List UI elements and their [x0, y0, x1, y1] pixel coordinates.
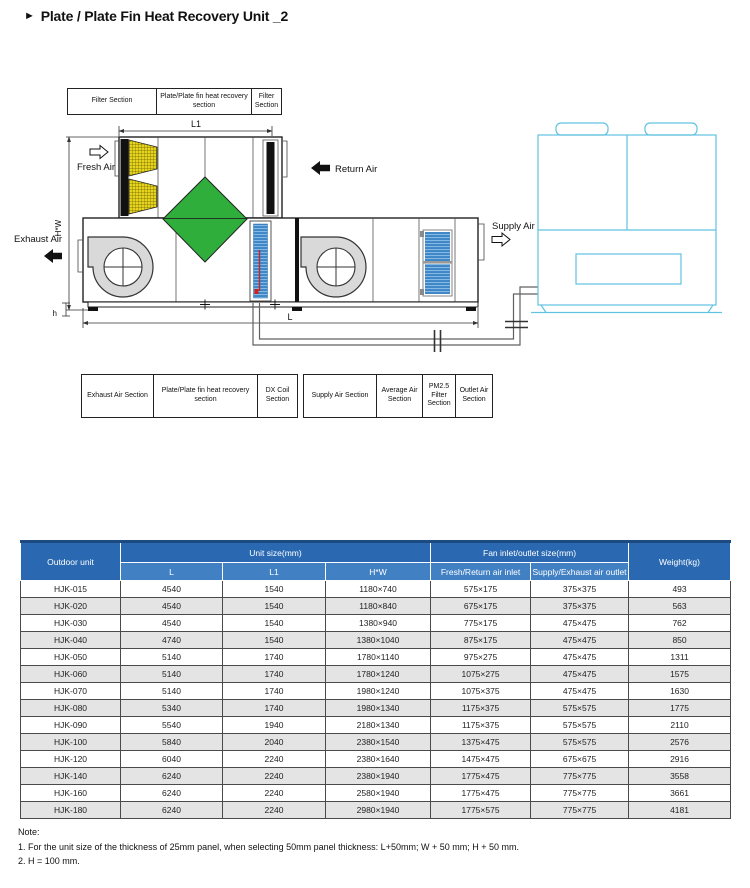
page-title-text: Plate / Plate Fin Heat Recovery Unit _2: [40, 8, 289, 24]
note-line-2: 2. H = 100 mm.: [18, 856, 80, 866]
table-cell: 475×475: [531, 632, 629, 649]
outdoor-unit-drawing: [531, 123, 722, 313]
section-label: Outlet Air Section: [456, 374, 493, 418]
table-cell: HJK-080: [21, 700, 121, 717]
section-label: PM2.5 Filter Section: [423, 374, 456, 418]
dim-l-label: L: [287, 312, 293, 322]
spec-table-header: [21, 542, 731, 581]
table-cell: 2576: [629, 734, 731, 751]
bottom-strip-right: [303, 374, 493, 418]
section-label: Average Air Section: [377, 374, 423, 418]
table-cell: 1980×1240: [326, 683, 431, 700]
table-cell: 1380×940: [326, 615, 431, 632]
table-cell: 2580×1940: [326, 785, 431, 802]
notes-heading: Note:: [18, 827, 40, 837]
col-header-unit-size: Unit size(mm): [121, 542, 431, 563]
table-row: [21, 632, 731, 649]
table-cell: 475×475: [531, 666, 629, 683]
table-cell: 5540: [121, 717, 223, 734]
table-cell: 475×475: [531, 649, 629, 666]
table-cell: 1780×1240: [326, 666, 431, 683]
dim-hw-label: H*W: [54, 219, 63, 237]
table-cell: 5140: [121, 683, 223, 700]
table-cell: HJK-140: [21, 768, 121, 785]
dx-coil: [250, 221, 271, 301]
table-cell: 1980×1340: [326, 700, 431, 717]
prefilter-strip: [121, 139, 129, 216]
table-cell: HJK-120: [21, 751, 121, 768]
return-air-label: Return Air: [335, 164, 378, 175]
table-row: [21, 751, 731, 768]
table-cell: HJK-060: [21, 666, 121, 683]
table-row: [21, 768, 731, 785]
table-cell: 6240: [121, 768, 223, 785]
cabinet-split-panel: [295, 218, 299, 302]
table-cell: 1175×375: [431, 717, 531, 734]
table-cell: 1540: [223, 581, 326, 598]
table-cell: 975×275: [431, 649, 531, 666]
table-cell: HJK-090: [21, 717, 121, 734]
exhaust-opening: [78, 240, 83, 272]
table-cell: 575×575: [531, 734, 629, 751]
table-row: [21, 598, 731, 615]
col-header-l: L: [121, 563, 223, 581]
table-cell: 1775×475: [431, 785, 531, 802]
table-cell: 1380×1040: [326, 632, 431, 649]
table-cell: 1940: [223, 717, 326, 734]
dim-h-label: h: [52, 309, 57, 318]
table-row: [21, 683, 731, 700]
col-header-fan-size: Fan inlet/outlet size(mm): [431, 542, 629, 563]
table-cell: 1775: [629, 700, 731, 717]
table-cell: 475×475: [531, 615, 629, 632]
col-header-weight: Weight(kg): [629, 542, 731, 581]
col-header-fresh-return: Fresh/Return air inlet: [431, 563, 531, 581]
supply-opening: [478, 224, 484, 260]
table-cell: 6240: [121, 802, 223, 819]
table-row: [21, 666, 731, 683]
table-cell: 2240: [223, 751, 326, 768]
table-cell: 4540: [121, 615, 223, 632]
table-cell: HJK-160: [21, 785, 121, 802]
fresh-air-label: Fresh Air: [77, 162, 116, 173]
table-cell: 2040: [223, 734, 326, 751]
table-cell: 563: [629, 598, 731, 615]
section-label: Filter Section: [67, 88, 157, 115]
table-cell: HJK-040: [21, 632, 121, 649]
fresh-air-arrow-icon: [90, 146, 108, 159]
section-label: Filter Section: [252, 88, 282, 115]
table-cell: 5140: [121, 666, 223, 683]
table-cell: HJK-030: [21, 615, 121, 632]
table-cell: 575×575: [531, 700, 629, 717]
table-cell: 4740: [121, 632, 223, 649]
table-cell: HJK-015: [21, 581, 121, 598]
table-cell: 5140: [121, 649, 223, 666]
spec-table: [20, 540, 731, 819]
table-cell: HJK-100: [21, 734, 121, 751]
table-cell: 1740: [223, 666, 326, 683]
table-cell: HJK-070: [21, 683, 121, 700]
table-cell: 3661: [629, 785, 731, 802]
col-header-l1: L1: [223, 563, 326, 581]
table-cell: HJK-020: [21, 598, 121, 615]
table-row: [21, 581, 731, 598]
table-row: [21, 717, 731, 734]
table-cell: 5840: [121, 734, 223, 751]
table-cell: 1475×475: [431, 751, 531, 768]
return-filter-media: [267, 142, 275, 214]
dim-l1-label: L1: [190, 119, 202, 129]
table-cell: 1540: [223, 615, 326, 632]
col-header-hw: H*W: [326, 563, 431, 581]
table-cell: 1075×275: [431, 666, 531, 683]
table-cell: 1775×475: [431, 768, 531, 785]
table-cell: 6040: [121, 751, 223, 768]
table-cell: 775×775: [531, 802, 629, 819]
table-cell: 375×375: [531, 581, 629, 598]
table-cell: 575×175: [431, 581, 531, 598]
exhaust-air-label: Exhaust Air: [14, 234, 63, 245]
table-row: [21, 700, 731, 717]
note-line-1: 1. For the unit size of the thickness of 25mm panel, when selecting 50mm panel thickness: L+50mm; W + 50 mm; H + 50 mm.: [18, 841, 519, 852]
table-cell: 1630: [629, 683, 731, 700]
table-cell: 1375×475: [431, 734, 531, 751]
table-cell: 762: [629, 615, 731, 632]
top-section-strip: [67, 88, 282, 115]
table-cell: 1740: [223, 700, 326, 717]
table-row: [21, 785, 731, 802]
table-cell: 4540: [121, 581, 223, 598]
table-cell: 1175×375: [431, 700, 531, 717]
section-label: Plate/Plate fin heat recovery section: [157, 88, 252, 115]
arrow-bullet-icon: ►: [24, 10, 35, 22]
table-cell: 1575: [629, 666, 731, 683]
exhaust-air-arrow-icon: [44, 249, 62, 263]
section-label: DX Coil Section: [258, 374, 298, 418]
bottom-section-strips: [81, 374, 493, 418]
table-cell: 1780×1140: [326, 649, 431, 666]
notes: [18, 825, 519, 869]
table-cell: HJK-180: [21, 802, 121, 819]
table-cell: 2240: [223, 768, 326, 785]
section-label: Plate/Plate fin heat recovery section: [154, 374, 258, 418]
table-cell: 2380×1640: [326, 751, 431, 768]
table-cell: 2980×1940: [326, 802, 431, 819]
table-cell: 1540: [223, 632, 326, 649]
col-header-supply-exhaust: Supply/Exhaust air outlet: [531, 563, 629, 581]
table-cell: 850: [629, 632, 731, 649]
table-cell: 375×375: [531, 598, 629, 615]
table-cell: 2240: [223, 802, 326, 819]
table-row: [21, 649, 731, 666]
table-cell: 1180×840: [326, 598, 431, 615]
table-cell: 775×775: [531, 768, 629, 785]
section-label: Exhaust Air Section: [81, 374, 154, 418]
table-row: [21, 615, 731, 632]
table-row: [21, 734, 731, 751]
table-cell: 3558: [629, 768, 731, 785]
table-cell: 4540: [121, 598, 223, 615]
table-cell: 575×575: [531, 717, 629, 734]
table-cell: 493: [629, 581, 731, 598]
table-cell: 5340: [121, 700, 223, 717]
table-cell: 2380×1540: [326, 734, 431, 751]
spec-table-body: [21, 581, 731, 819]
table-cell: 1740: [223, 649, 326, 666]
table-cell: 775×775: [531, 785, 629, 802]
table-cell: 675×675: [531, 751, 629, 768]
return-air-arrow-icon: [311, 161, 330, 175]
return-air-opening: [283, 141, 287, 177]
supply-air-arrow-icon: [492, 233, 510, 246]
table-row: [21, 802, 731, 819]
section-label: Supply Air Section: [303, 374, 377, 418]
bottom-strip-left: [81, 374, 298, 418]
table-cell: 6240: [121, 785, 223, 802]
pm25-filter: [420, 230, 452, 296]
table-cell: 2240: [223, 785, 326, 802]
table-cell: 875×175: [431, 632, 531, 649]
table-cell: 2110: [629, 717, 731, 734]
table-cell: 1311: [629, 649, 731, 666]
table-cell: 1775×575: [431, 802, 531, 819]
table-cell: 2380×1940: [326, 768, 431, 785]
table-cell: 4181: [629, 802, 731, 819]
dimension-l: [83, 308, 478, 328]
table-cell: 475×475: [531, 683, 629, 700]
table-cell: 1540: [223, 598, 326, 615]
table-cell: 1740: [223, 683, 326, 700]
table-cell: 2916: [629, 751, 731, 768]
table-cell: HJK-050: [21, 649, 121, 666]
table-cell: 1180×740: [326, 581, 431, 598]
col-header-outdoor-unit: Outdoor unit: [21, 542, 121, 581]
table-cell: 775×175: [431, 615, 531, 632]
table-cell: 1075×375: [431, 683, 531, 700]
table-cell: 2180×1340: [326, 717, 431, 734]
supply-air-label: Supply Air: [492, 221, 535, 232]
table-cell: 675×175: [431, 598, 531, 615]
